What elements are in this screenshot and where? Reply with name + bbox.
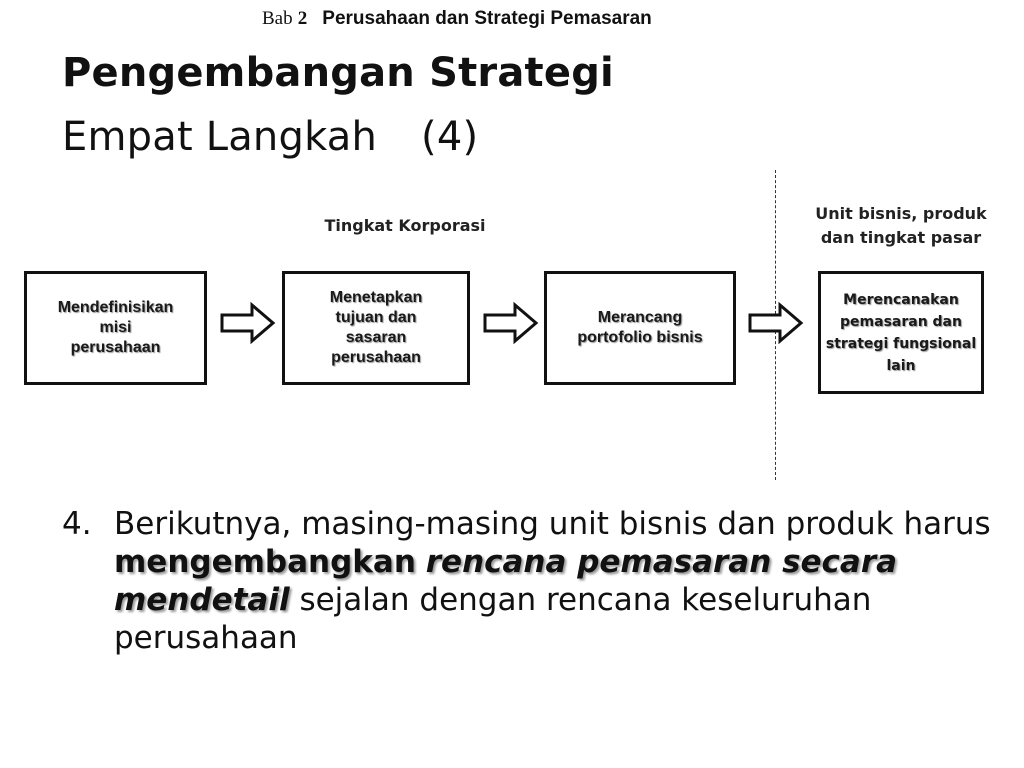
slide-title: Pengembangan Strategi [62,50,614,96]
business-level-label [790,202,1012,250]
step-description [62,505,1002,657]
chapter-number: 2 [297,8,308,29]
arrow-right-icon [220,301,276,345]
item-emphasis-bold: mengembangkan [114,544,416,580]
step-box-label: Mendefinisikan misi perusahaan [57,299,174,356]
slide-subtitle [62,114,478,160]
item-text-before: Berikutnya, masing-masing unit bisnis dan produk harus [114,506,991,542]
step-box-label: Merancang portofolio bisnis [577,309,703,346]
subtitle-text: Empat Langkah [62,114,378,160]
step-box-plan-marketing [818,271,984,394]
business-level-line2: dan tingkat pasar [820,228,982,247]
numbered-item [62,505,1002,657]
business-level-line1: Unit bisnis, produk [815,204,987,223]
item-number: 4. [62,506,92,542]
arrow-right-icon [483,301,539,345]
step-box-label: Menetapkan tujuan dan sasaran perusahaan [329,289,423,366]
step-box-define-mission [24,271,207,385]
chapter-label: Bab [262,8,293,29]
corporate-level-label: Tingkat Korporasi [324,216,486,235]
step-box-design-portfolio [544,271,736,385]
subtitle-number: (4) [421,114,479,160]
item-emphasis-italic: rencana pemasaran secara mendetail [114,544,898,618]
step-box-label: Merencanakan pemasaran dan strategi fungsional lain [825,291,977,374]
item-text-after: sejalan dengan rencana keseluruhan perusahaan [114,582,872,656]
slide-header [262,8,652,30]
arrow-right-icon [748,301,804,345]
chapter-title: Perusahaan dan Strategi Pemasaran [322,8,652,29]
step-box-set-objectives [282,271,470,385]
